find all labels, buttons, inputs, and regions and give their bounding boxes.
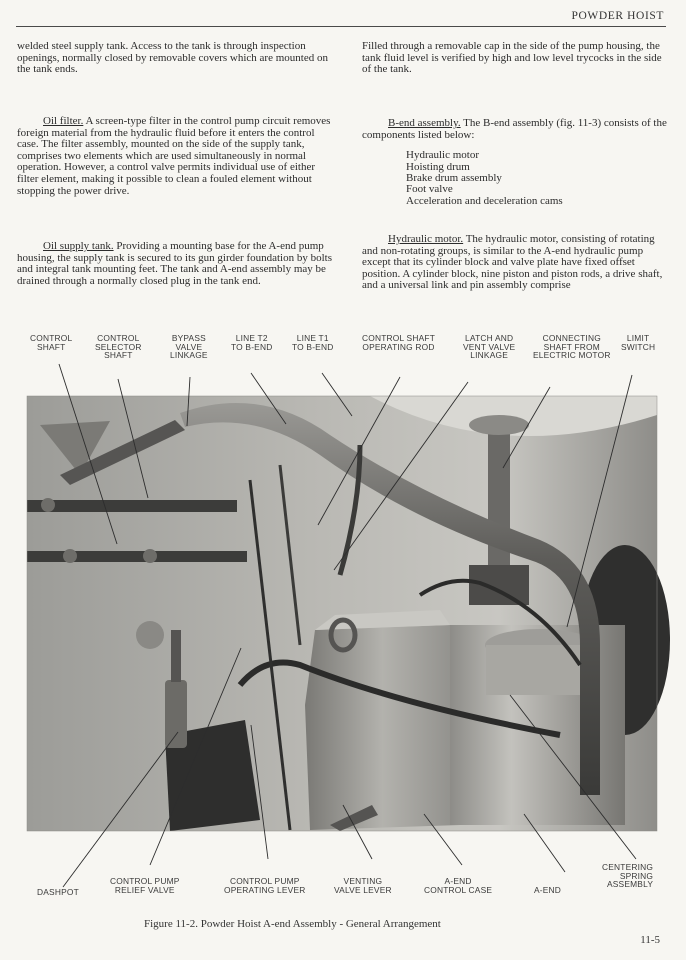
machinery-photo [0, 325, 686, 905]
right-intro-text: Filled through a removable cap in the side of the pump housing, the tank fluid level is verified by high and low level trycocks in the side of the tank. [362, 40, 662, 76]
label-bypass-valve-linkage: BYPASS VALVE LINKAGE [170, 333, 208, 361]
label-control-pump-relief-valve: CONTROL PUMP RELIEF VALVE [110, 876, 180, 895]
label-latch-vent-valve-linkage: LATCH AND VENT VALVE LINKAGE [463, 333, 516, 361]
label-control-shaft-operating-rod: CONTROL SHAFT OPERATING ROD [362, 333, 436, 352]
label-a-end-control-case: A-END CONTROL CASE [424, 876, 493, 895]
label-connecting-shaft: CONNECTING SHAFT FROM ELECTRIC MOTOR [533, 333, 611, 361]
label-dashpot: DASHPOT [37, 887, 79, 897]
selector-shaft-rod [27, 551, 247, 562]
figure-11-2 [0, 325, 686, 905]
list-item: Hydraulic motor [406, 149, 480, 162]
header-rule [16, 26, 666, 27]
control-shaft-rod [27, 500, 237, 512]
label-centering-spring-assembly: CENTERING SPRING ASSEMBLY [602, 862, 654, 890]
b-end-paragraph [362, 118, 672, 207]
oil-supply-tank-body: Providing a mounting base for the A-end pump housing, the supply tank is secured to its gun girder foundation by bolts and integral tank mounting feet. The tank and A-end assembly may be drained through a normally closed plug in the tank end. [17, 240, 332, 287]
hydraulic-motor-body: The hydraulic motor, consisting of rotating and non-rotating groups, is similar to the A-end hydraulic pump except that its cylinder block and valve plate have fixed offset position. A cylinder block, nine piston and piston rods, a drive shaft, and a universal link and pin assembly comprise [362, 233, 663, 292]
b-end-component-list [406, 150, 672, 207]
oil-supply-tank-paragraph [17, 241, 337, 287]
oil-filter-heading: Oil filter. [43, 115, 84, 127]
left-intro-paragraph [17, 41, 337, 76]
list-item: Brake drum assembly [406, 172, 502, 184]
page-number: 11-5 [640, 934, 660, 946]
left-intro-text: welded steel supply tank. Access to the tank is through inspection openings, normally closed by removable covers which are mounted on the tank ends. [17, 40, 328, 76]
right-intro-paragraph [362, 41, 672, 76]
list-item: Acceleration and deceleration cams [406, 194, 563, 207]
b-end-heading: B-end assembly. [388, 117, 461, 129]
a-end-control-case [305, 625, 460, 830]
label-control-selector-shaft: CONTROL SELECTOR SHAFT [95, 333, 142, 361]
figure-caption: Figure 11-2. Powder Hoist A-end Assembly - General Arrangement [144, 918, 441, 930]
list-item: Hoisting drum [406, 160, 470, 173]
oil-supply-tank-heading: Oil supply tank. [43, 240, 114, 252]
hydraulic-motor-heading: Hydraulic motor. [388, 233, 464, 245]
label-line-t2: LINE T2 TO B-END [231, 333, 273, 352]
running-head: POWDER HOIST [571, 10, 664, 22]
label-limit-switch: LIMIT SWITCH [621, 333, 656, 352]
dashpot-body [165, 680, 187, 748]
label-line-t1: LINE T1 TO B-END [292, 333, 334, 352]
b-end-body: The B-end assembly (fig. 11-3) consists of the components listed below: [362, 117, 667, 141]
label-venting-valve-lever: VENTING VALVE LEVER [334, 876, 392, 895]
label-control-shaft: CONTROL SHAFT [30, 333, 73, 352]
label-a-end: A-END [534, 885, 562, 895]
oil-filter-body: A screen-type filter in the control pump circuit removes foreign material from the hydraulic fluid before it enters the control case. The filter assembly, mounted on the side of the supply tank, comprises two elements which are used simultaneously in normal operation. However, a control valve permits individual use of either filter element, making it possible to clean a fouled element without stopping the power drive. [17, 115, 331, 197]
list-item: Foot valve [406, 183, 453, 196]
label-control-pump-operating-lever: CONTROL PUMP OPERATING LEVER [224, 876, 306, 895]
oil-filter-paragraph [17, 116, 337, 197]
hydraulic-motor-paragraph [362, 234, 672, 292]
